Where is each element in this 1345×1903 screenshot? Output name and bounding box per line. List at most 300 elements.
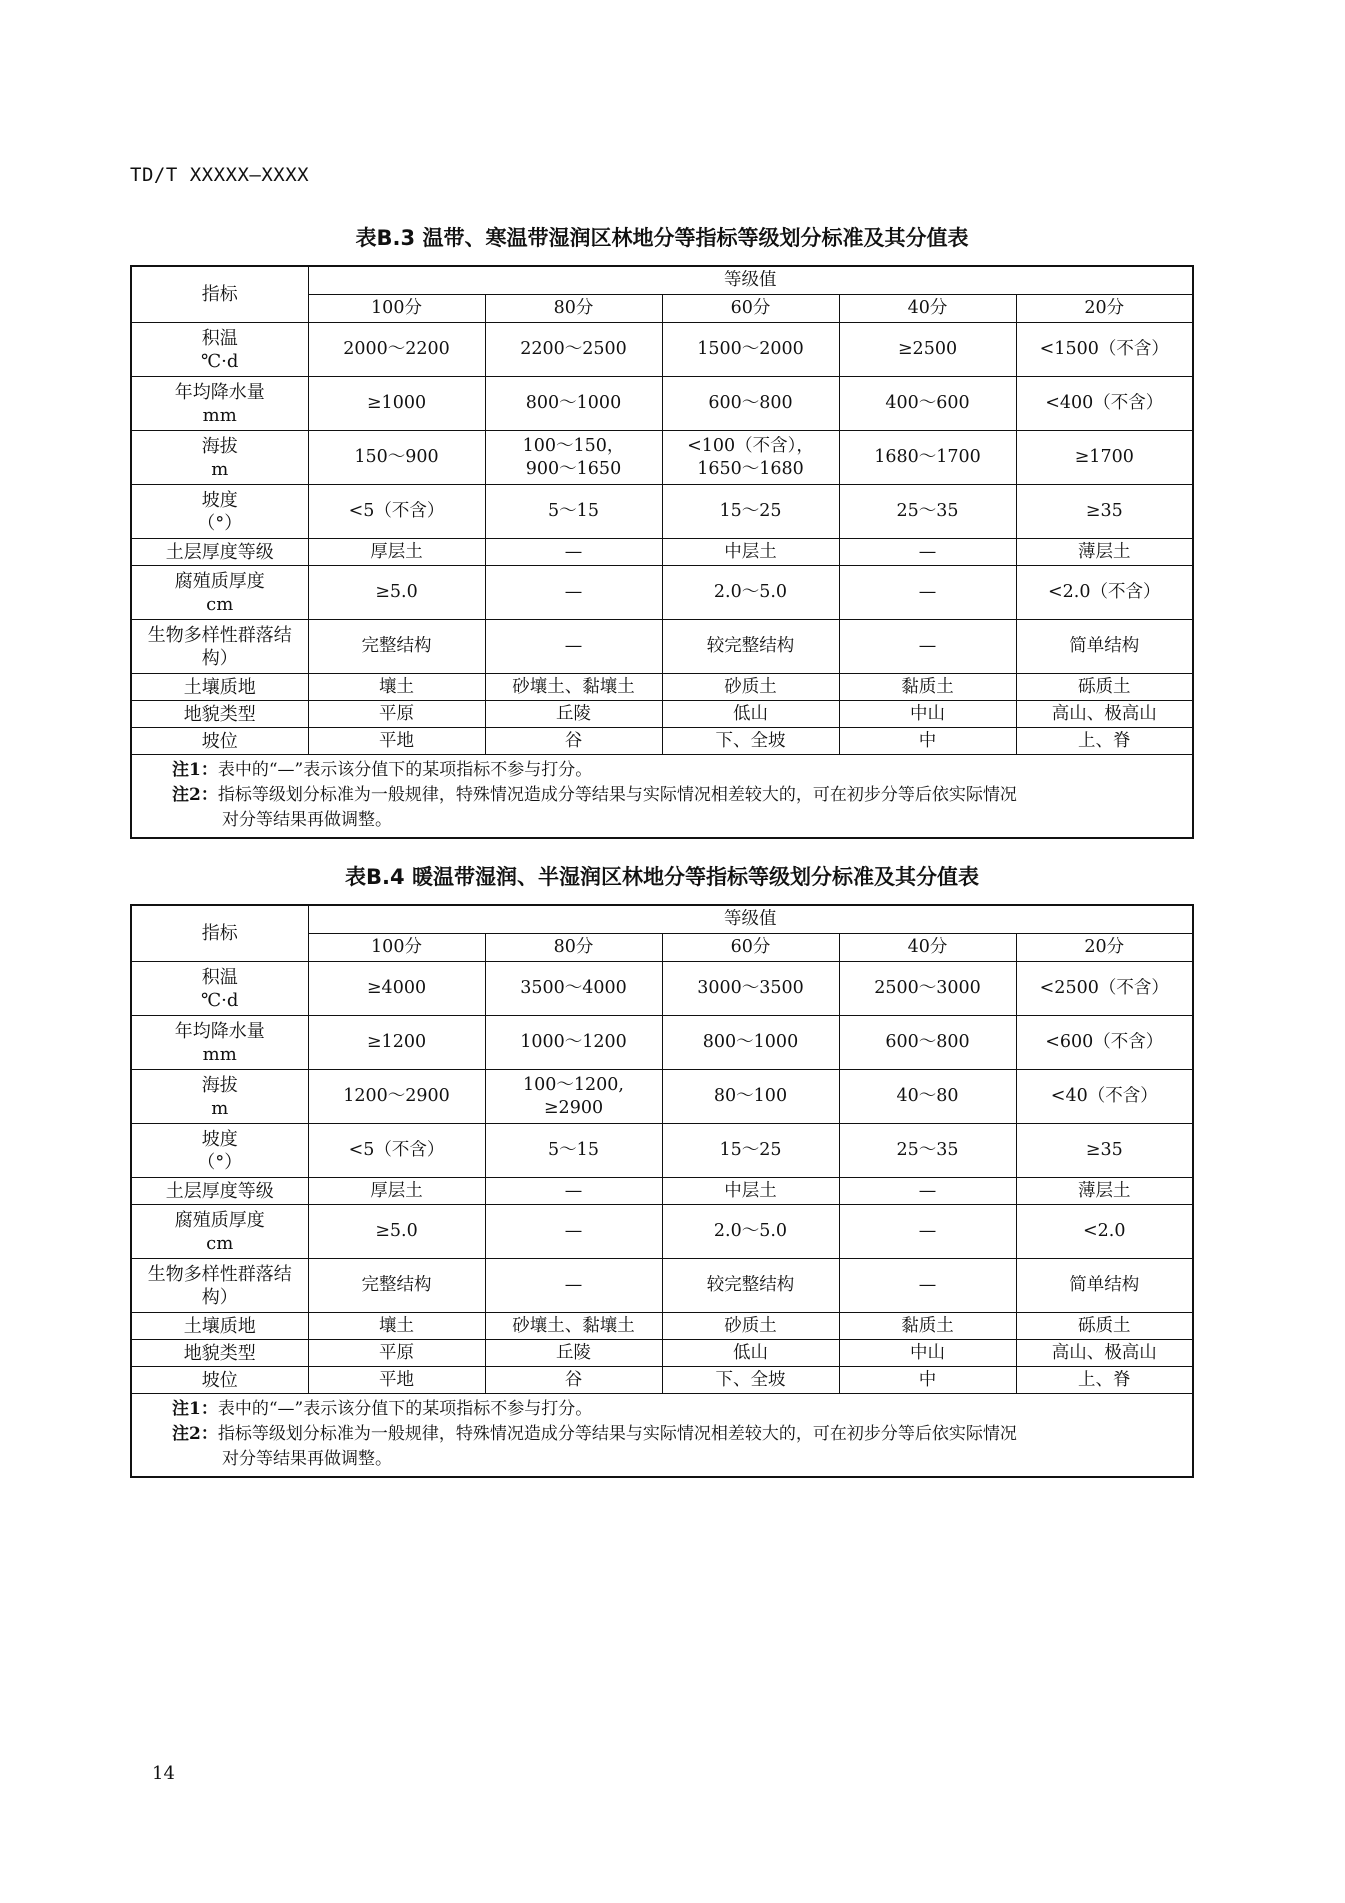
cell-text-line: mm	[202, 404, 237, 426]
grade-cell	[308, 1205, 485, 1259]
grade-cell	[1016, 1070, 1193, 1124]
cell-text-line: 2500～3000	[874, 978, 981, 998]
table-row	[131, 323, 1193, 377]
cell-text-line: 生物多样性群落结	[147, 1263, 292, 1285]
indicator-name	[131, 962, 308, 1016]
page-number: 14	[152, 1763, 175, 1784]
grade-cell	[485, 485, 662, 539]
table-row	[131, 1178, 1193, 1205]
notes-row	[131, 1394, 1193, 1478]
grade-cell	[1016, 728, 1193, 755]
cell-text-line: ≥35	[1085, 501, 1123, 521]
grade-cell	[485, 323, 662, 377]
note-continuation: 对分等结果再做调整。	[222, 810, 392, 830]
grade-cell	[662, 1124, 839, 1178]
cell-text-line: 砾质土	[1078, 1315, 1131, 1336]
cell-text-line: 生物多样性群落结	[147, 624, 292, 646]
note-text: 指标等级划分标准为一般规律，特殊情况造成分等结果与实际情况相差较大的，可在初步分等后依实际情况	[217, 1424, 1017, 1444]
grade-cell	[839, 431, 1016, 485]
score-header: 40分	[839, 295, 1016, 323]
table-b3	[130, 265, 1194, 839]
grade-cell	[839, 1205, 1016, 1259]
cell-text-line: —	[918, 541, 937, 562]
grade-cell	[1016, 1124, 1193, 1178]
grade-cell	[1016, 1340, 1193, 1367]
grade-cell	[485, 1313, 662, 1340]
cell-text-line: 构）	[201, 1286, 238, 1308]
indicator-name	[131, 431, 308, 485]
cell-text-line: —	[564, 1221, 583, 1241]
grade-cell	[308, 323, 485, 377]
grade-cell	[1016, 1367, 1193, 1394]
cell-text-line: 地貌类型	[183, 1342, 256, 1364]
grade-cell	[485, 377, 662, 431]
table-row	[131, 1367, 1193, 1394]
cell-text-line: 谷	[564, 1369, 583, 1390]
cell-text-line: 100～1200,	[522, 1074, 624, 1095]
table-row	[131, 566, 1193, 620]
cell-text-line: 厚层土	[370, 1180, 423, 1201]
grade-cell	[308, 1259, 485, 1313]
table-row	[131, 431, 1193, 485]
note-label: 注1：	[172, 1399, 218, 1419]
grade-cell	[485, 566, 662, 620]
cell-text-line: m	[211, 458, 229, 480]
cell-text-line: 3500～4000	[520, 978, 627, 998]
note-label: 注2：	[172, 1424, 218, 1444]
cell-text-line: —	[918, 1180, 937, 1201]
cell-text-line: <1500（不含）	[1039, 339, 1169, 359]
cell-text-line: 土壤质地	[183, 676, 256, 698]
cell-text-line: 土壤质地	[183, 1315, 256, 1337]
table-notes	[131, 1394, 1193, 1478]
grade-cell	[662, 431, 839, 485]
cell-text-line: 1500～2000	[697, 339, 804, 359]
document-code: TD/T XXXXX—XXXX	[130, 164, 310, 186]
table-notes	[131, 755, 1193, 839]
grade-cell	[485, 1178, 662, 1205]
grade-cell	[308, 485, 485, 539]
grade-cell	[662, 539, 839, 566]
table-b4	[130, 904, 1194, 1478]
cell-text-line: 简单结构	[1069, 636, 1140, 656]
grade-cell	[1016, 323, 1193, 377]
cell-text-line: 积温	[201, 966, 238, 988]
cell-text-line: cm	[206, 593, 234, 615]
indicator-name	[131, 566, 308, 620]
grade-cell	[485, 431, 662, 485]
indicator-name	[131, 1070, 308, 1124]
cell-text-line: 中山	[910, 1342, 945, 1363]
grade-cell	[662, 1340, 839, 1367]
note-line	[172, 1422, 1188, 1447]
score-header: 60分	[662, 934, 839, 962]
cell-text-line: 完整结构	[361, 636, 432, 656]
grade-cell	[662, 377, 839, 431]
cell-text-line: ≥5.0	[375, 582, 418, 602]
note-continuation: 对分等结果再做调整。	[222, 1449, 392, 1469]
grade-cell	[839, 1070, 1016, 1124]
table-row	[131, 1340, 1193, 1367]
cell-text-line: 中山	[910, 703, 945, 724]
cell-text-line: 中	[918, 1369, 937, 1390]
grade-cell	[1016, 485, 1193, 539]
grade-cell	[485, 1205, 662, 1259]
cell-text-line: 低山	[733, 703, 768, 724]
grade-cell	[839, 566, 1016, 620]
cell-text-line: <2.0	[1083, 1221, 1126, 1241]
table-row	[131, 539, 1193, 566]
score-header: 40分	[839, 934, 1016, 962]
grade-cell	[662, 962, 839, 1016]
cell-text-line: —	[918, 1275, 937, 1295]
cell-text-line: 400～600	[885, 393, 970, 413]
cell-text-line: 地貌类型	[183, 703, 256, 725]
cell-text-line: 15～25	[719, 501, 782, 521]
cell-text-line: <400（不含）	[1045, 393, 1164, 413]
cell-text-line: 黏质土	[901, 1315, 954, 1336]
cell-text-line: 黏质土	[901, 676, 954, 697]
cell-text-line: 砂质土	[724, 676, 777, 697]
cell-text-line: 薄层土	[1078, 541, 1131, 562]
grade-cell	[1016, 1016, 1193, 1070]
cell-text-line: 25～35	[896, 501, 959, 521]
grade-cell	[662, 728, 839, 755]
grade-cell	[839, 1340, 1016, 1367]
grade-cell	[308, 620, 485, 674]
indicator-name	[131, 1016, 308, 1070]
note-text: 指标等级划分标准为一般规律，特殊情况造成分等结果与实际情况相差较大的，可在初步分等后依实际情况	[217, 785, 1017, 805]
cell-text-line: 1680～1700	[874, 447, 981, 467]
cell-text-line: ℃·d	[201, 350, 239, 372]
cell-text-line: 平原	[379, 1342, 414, 1363]
grade-cell	[1016, 674, 1193, 701]
grade-cell	[308, 1313, 485, 1340]
cell-text-line: 下、全坡	[715, 1369, 786, 1390]
score-header: 60分	[662, 295, 839, 323]
cell-text-line: 薄层土	[1078, 1180, 1131, 1201]
grade-cell	[485, 674, 662, 701]
grade-cell	[662, 1178, 839, 1205]
cell-text-line: ≥2900	[543, 1097, 604, 1118]
grade-cell	[662, 620, 839, 674]
indicator-name	[131, 674, 308, 701]
cell-text-line: 构）	[201, 647, 238, 669]
cell-text-line: —	[918, 1221, 937, 1241]
grade-cell	[662, 701, 839, 728]
cell-text-line: 平地	[379, 1369, 414, 1390]
cell-text-line: —	[564, 541, 583, 562]
grade-value-header: 等级值	[308, 266, 1193, 295]
cell-text-line: ≥2500	[897, 339, 958, 359]
cell-text-line: 坡位	[201, 730, 238, 752]
cell-text-line: —	[564, 636, 583, 656]
cell-text-line: 2.0～5.0	[713, 582, 788, 602]
cell-text-line: 砂质土	[724, 1315, 777, 1336]
grade-cell	[662, 1070, 839, 1124]
cell-text-line: （°）	[197, 512, 243, 534]
cell-text-line: —	[564, 1275, 583, 1295]
grade-cell	[1016, 377, 1193, 431]
grade-cell	[308, 962, 485, 1016]
note-line	[172, 758, 1188, 783]
grade-cell	[839, 620, 1016, 674]
cell-text-line: 3000～3500	[697, 978, 804, 998]
grade-cell	[308, 1178, 485, 1205]
header-row	[131, 266, 1193, 295]
table-row	[131, 728, 1193, 755]
cell-text-line: 2.0～5.0	[713, 1221, 788, 1241]
grade-cell	[1016, 1313, 1193, 1340]
cell-text-line: 600～800	[708, 393, 793, 413]
cell-text-line: 腐殖质厚度	[174, 1209, 265, 1231]
cell-text-line: 土层厚度等级	[165, 541, 274, 563]
grade-cell	[485, 1070, 662, 1124]
indicator-name	[131, 1340, 308, 1367]
cell-text-line: —	[918, 582, 937, 602]
indicator-name	[131, 1313, 308, 1340]
cell-text-line: 150～900	[354, 447, 439, 467]
grade-cell	[839, 1367, 1016, 1394]
grade-cell	[485, 701, 662, 728]
header-row	[131, 905, 1193, 934]
cell-text-line: 中层土	[724, 541, 777, 562]
cell-text-line: 5～15	[548, 501, 599, 521]
cell-text-line: 海拔	[201, 1074, 238, 1096]
cell-text-line: <40（不含）	[1050, 1086, 1158, 1106]
cell-text-line: 土层厚度等级	[165, 1180, 274, 1202]
grade-cell	[662, 323, 839, 377]
grade-cell	[1016, 431, 1193, 485]
grade-cell	[485, 1016, 662, 1070]
table-row	[131, 1259, 1193, 1313]
indicator-name	[131, 620, 308, 674]
cell-text-line: 100～150，	[522, 435, 625, 456]
cell-text-line: 800～1000	[702, 1032, 799, 1052]
grade-cell	[662, 1313, 839, 1340]
cell-text-line: 80～100	[713, 1086, 788, 1106]
grade-cell	[485, 728, 662, 755]
cell-text-line: 积温	[201, 327, 238, 349]
cell-text-line: 15～25	[719, 1140, 782, 1160]
grade-cell	[485, 1367, 662, 1394]
cell-text-line: 600～800	[885, 1032, 970, 1052]
grade-cell	[839, 674, 1016, 701]
cell-text-line: ≥35	[1085, 1140, 1123, 1160]
indicator-name	[131, 1259, 308, 1313]
table-row	[131, 1205, 1193, 1259]
grade-cell	[308, 377, 485, 431]
cell-text-line: ≥1700	[1074, 447, 1134, 467]
grade-cell	[839, 1259, 1016, 1313]
grade-cell	[308, 1367, 485, 1394]
grade-cell	[1016, 620, 1193, 674]
table-b4-title: 表B.4 暖温带湿润、半湿润区林地分等指标等级划分标准及其分值表	[345, 865, 979, 889]
cell-text-line: ≥1000	[366, 393, 427, 413]
grade-cell	[1016, 1205, 1193, 1259]
score-header: 80分	[485, 295, 662, 323]
cell-text-line: 下、全坡	[715, 730, 786, 751]
grade-cell	[308, 674, 485, 701]
cell-text-line: <5（不含）	[348, 1140, 445, 1160]
cell-text-line: 年均降水量	[174, 381, 265, 403]
indicator-name	[131, 377, 308, 431]
table-row	[131, 1016, 1193, 1070]
cell-text-line: （°）	[197, 1151, 243, 1173]
grade-cell	[308, 701, 485, 728]
indicator-header: 指标	[131, 905, 308, 962]
grade-cell	[839, 377, 1016, 431]
cell-text-line: 中层土	[724, 1180, 777, 1201]
cell-text-line: 丘陵	[556, 703, 591, 724]
cell-text-line: —	[918, 636, 937, 656]
grade-cell	[839, 1124, 1016, 1178]
grade-cell	[662, 674, 839, 701]
table-row	[131, 674, 1193, 701]
cell-text-line: 谷	[564, 730, 583, 751]
cell-text-line: 砂壤土、黏壤土	[512, 676, 635, 697]
grade-cell	[662, 1259, 839, 1313]
cell-text-line: 1650～1680	[697, 458, 804, 479]
cell-text-line: 1000～1200	[520, 1032, 627, 1052]
grade-cell	[1016, 1259, 1193, 1313]
indicator-name	[131, 1205, 308, 1259]
cell-text-line: ≥1200	[366, 1032, 427, 1052]
cell-text-line: 砂壤土、黏壤土	[512, 1315, 635, 1336]
grade-cell	[839, 539, 1016, 566]
cell-text-line: 高山、极高山	[1051, 703, 1157, 724]
cell-text-line: 平地	[379, 730, 414, 751]
cell-text-line: 2000～2200	[343, 339, 450, 359]
cell-text-line: 厚层土	[370, 541, 423, 562]
grade-cell	[1016, 701, 1193, 728]
grade-cell	[839, 323, 1016, 377]
cell-text-line: ≥4000	[366, 978, 427, 998]
cell-text-line: <2.0（不含）	[1048, 582, 1161, 602]
grade-cell	[485, 962, 662, 1016]
table-row	[131, 1070, 1193, 1124]
grade-cell	[662, 1016, 839, 1070]
cell-text-line: 坡度	[201, 1128, 238, 1150]
note-text: 表中的“—”表示该分值下的某项指标不参与打分。	[217, 1399, 593, 1419]
cell-text-line: 2200～2500	[520, 339, 627, 359]
grade-cell	[839, 728, 1016, 755]
grade-cell	[308, 431, 485, 485]
table-row	[131, 701, 1193, 728]
cell-text-line: 低山	[733, 1342, 768, 1363]
indicator-name	[131, 1367, 308, 1394]
cell-text-line: —	[564, 582, 583, 602]
cell-text-line: 40～80	[896, 1086, 959, 1106]
grade-cell	[662, 485, 839, 539]
cell-text-line: <5（不含）	[348, 501, 445, 521]
indicator-name	[131, 1178, 308, 1205]
grade-cell	[485, 1259, 662, 1313]
indicator-name	[131, 1124, 308, 1178]
grade-cell	[1016, 1178, 1193, 1205]
cell-text-line: 1200～2900	[343, 1086, 450, 1106]
grade-cell	[308, 1070, 485, 1124]
cell-text-line: 900～1650	[525, 458, 622, 479]
cell-text-line: 上、脊	[1078, 1369, 1131, 1390]
grade-cell	[839, 485, 1016, 539]
cell-text-line: 25～35	[896, 1140, 959, 1160]
cell-text-line: 壤土	[379, 676, 414, 697]
cell-text-line: 壤土	[379, 1315, 414, 1336]
grade-cell	[485, 1124, 662, 1178]
cell-text-line: 腐殖质厚度	[174, 570, 265, 592]
cell-text-line: 简单结构	[1069, 1275, 1140, 1295]
cell-text-line: 平原	[379, 703, 414, 724]
cell-text-line: <2500（不含）	[1039, 978, 1169, 998]
cell-text-line: 砾质土	[1078, 676, 1131, 697]
grade-cell	[485, 539, 662, 566]
indicator-name	[131, 728, 308, 755]
cell-text-line: 海拔	[201, 435, 238, 457]
cell-text-line: 坡位	[201, 1369, 238, 1391]
cell-text-line: 坡度	[201, 489, 238, 511]
grade-cell	[485, 620, 662, 674]
grade-cell	[1016, 962, 1193, 1016]
score-header: 20分	[1016, 934, 1193, 962]
grade-cell	[839, 1313, 1016, 1340]
cell-text-line: m	[211, 1097, 229, 1119]
grade-cell	[308, 566, 485, 620]
grade-cell	[308, 539, 485, 566]
score-header: 100分	[308, 934, 485, 962]
cell-text-line: 高山、极高山	[1051, 1342, 1157, 1363]
cell-text-line: —	[564, 1180, 583, 1201]
cell-text-line: 中	[918, 730, 937, 751]
score-header: 20分	[1016, 295, 1193, 323]
table-row	[131, 1313, 1193, 1340]
cell-text-line: ℃·d	[201, 989, 239, 1011]
table-row	[131, 962, 1193, 1016]
cell-text-line: 较完整结构	[706, 636, 795, 656]
notes-row	[131, 755, 1193, 839]
grade-cell	[839, 1178, 1016, 1205]
grade-value-header: 等级值	[308, 905, 1193, 934]
grade-cell	[839, 962, 1016, 1016]
grade-cell	[308, 1340, 485, 1367]
cell-text-line: 上、脊	[1078, 730, 1131, 751]
grade-cell	[662, 1205, 839, 1259]
grade-cell	[839, 701, 1016, 728]
indicator-header: 指标	[131, 266, 308, 323]
table-row	[131, 485, 1193, 539]
score-header: 100分	[308, 295, 485, 323]
grade-cell	[308, 1124, 485, 1178]
grade-cell	[1016, 539, 1193, 566]
cell-text-line: 年均降水量	[174, 1020, 265, 1042]
grade-cell	[839, 1016, 1016, 1070]
cell-text-line: 800～1000	[525, 393, 622, 413]
note-label: 注1：	[172, 760, 218, 780]
cell-text-line: mm	[202, 1043, 237, 1065]
grade-cell	[485, 1340, 662, 1367]
cell-text-line: 丘陵	[556, 1342, 591, 1363]
grade-cell	[308, 1016, 485, 1070]
indicator-name	[131, 323, 308, 377]
cell-text-line: cm	[206, 1232, 234, 1254]
cell-text-line: <600（不含）	[1045, 1032, 1164, 1052]
indicator-name	[131, 485, 308, 539]
table-row	[131, 620, 1193, 674]
cell-text-line: 较完整结构	[706, 1275, 795, 1295]
score-header: 80分	[485, 934, 662, 962]
grade-cell	[1016, 566, 1193, 620]
cell-text-line: <100（不含），	[687, 435, 814, 456]
